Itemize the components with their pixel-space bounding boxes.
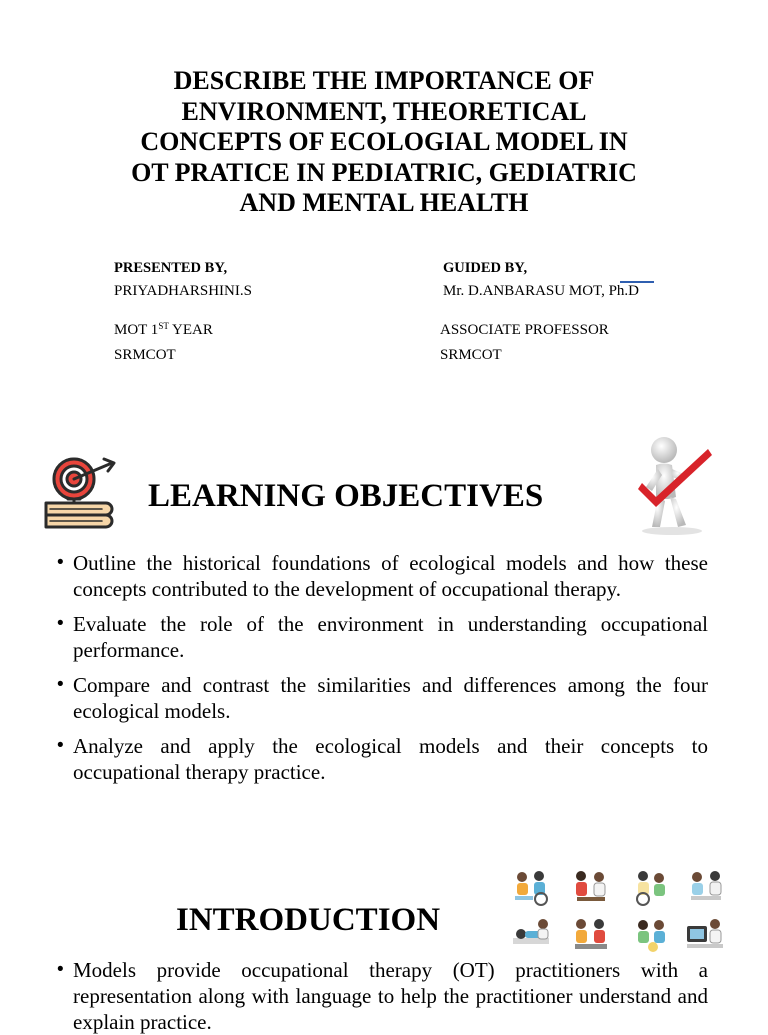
presenter-institution: SRMCOT <box>114 347 176 363</box>
title-line: AND MENTAL HEALTH <box>239 188 529 217</box>
therapy-illustration-2-icon <box>569 868 613 906</box>
therapy-illustration-7-icon <box>629 916 673 954</box>
presenter-year: MOT 1ST YEAR <box>114 321 213 338</box>
therapy-illustration-1-icon <box>511 868 555 906</box>
list-item: • Compare and contrast the similarities and differences among the four ecological models. <box>57 672 708 724</box>
target-with-arrow-on-books-icon <box>40 455 120 535</box>
guide-name: Mr. D.ANBARASU MOT, Ph.D <box>443 283 639 299</box>
guided-by-label: GUIDED BY, <box>443 260 528 276</box>
introduction-heading: INTRODUCTION <box>176 902 441 938</box>
title-line: ENVIRONMENT, THEORETICAL <box>181 96 587 126</box>
presenter-name: PRIYADHARSHINI.S <box>114 283 252 299</box>
list-item: • Outline the historical foundations of ecological models and how these concepts contributed to the development of occupational therapy. <box>57 550 708 602</box>
learning-objectives-heading: LEARNING OBJECTIVES <box>148 478 544 514</box>
therapy-illustration-4-icon <box>685 868 729 906</box>
slide-title <box>60 66 708 219</box>
therapy-illustration-5-icon <box>509 916 553 954</box>
guide-role: ASSOCIATE PROFESSOR <box>440 322 609 338</box>
title-line: OT PRATICE IN PEDIATRIC, GEDIATRIC <box>131 157 637 187</box>
therapy-illustration-6-icon <box>569 916 613 954</box>
learning-objectives-list <box>57 550 708 794</box>
introduction-list <box>57 957 708 1035</box>
guide-institution: SRMCOT <box>440 347 502 363</box>
list-item: • Models provide occupational therapy (OT) practitioners with a representation along with language to help the practitioner understand and explain practice. <box>57 957 708 1035</box>
list-item: • Evaluate the role of the environment in understanding occupational performance. <box>57 611 708 663</box>
therapy-session-illustrations-icon <box>505 866 727 956</box>
guide-name-underline <box>620 281 654 283</box>
therapy-illustration-3-icon <box>629 868 673 906</box>
title-line: CONCEPTS OF ECOLOGIAL MODEL IN <box>140 127 628 156</box>
presented-by-label: PRESENTED BY, <box>114 260 228 276</box>
list-item: • Analyze and apply the ecological models and their concepts to occupational therapy practice. <box>57 733 708 785</box>
therapy-illustration-8-icon <box>683 916 727 954</box>
person-with-red-checkmark-icon <box>630 435 718 537</box>
title-line: DESCRIBE THE IMPORTANCE OF <box>173 66 595 95</box>
